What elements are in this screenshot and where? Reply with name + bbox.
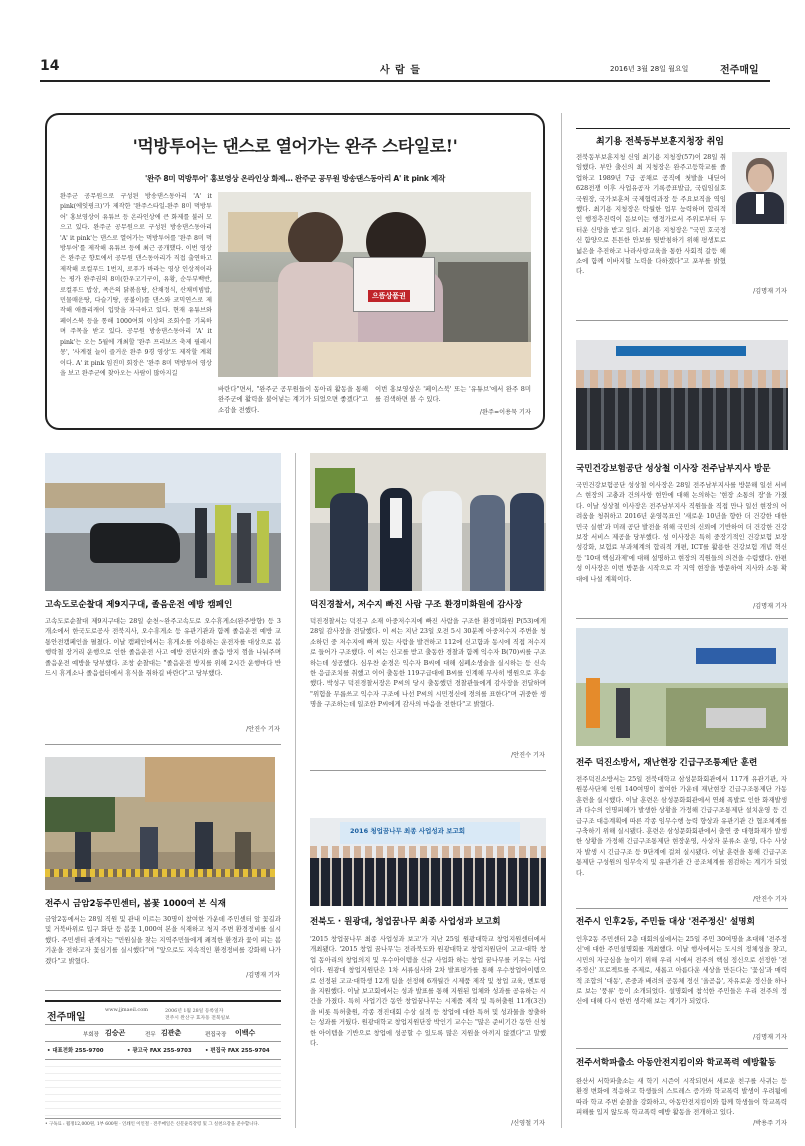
president-name: 김관춘: [161, 1029, 182, 1037]
edit-fax: • 편집국 FAX 255-9704: [205, 1048, 270, 1054]
gift-certificate-label: 으뜸상품권: [368, 290, 410, 302]
seohak-byline: /박용주 기자: [753, 1120, 787, 1127]
section-divider: [45, 990, 281, 991]
editor-label: 편집국장: [205, 1032, 227, 1038]
section-divider: [310, 770, 546, 771]
feature-right-text-1: 바란다"면서, "완주군 공무원들이 동아리 활동을 통해 완주군에 활력을 불어넣는 계기가 되었으면 좋겠다"고 소감을 전했다.: [218, 385, 368, 414]
inhu-byline: /김명재 기자: [753, 1034, 787, 1041]
section-divider: [45, 744, 281, 745]
section-name: 사 람 들: [380, 65, 421, 76]
geumam-photo: [45, 757, 275, 890]
inhu-title: 전주시 인후2동, 주민들 대상 '전주정신' 설명회: [576, 917, 755, 927]
feature-subtitle: '완주 8미 먹방투어' 홍보영상 온라인상 화제… 완주군 공무원 방송댄스동아리 A' it pink 제작: [144, 174, 446, 183]
nhis-title: 국민건강보험공단 성상철 이사장 전주남부지사 방문: [576, 464, 771, 474]
geumam-byline: /김명재 기자: [246, 972, 280, 979]
issue-date: 2016년 3월 28일 월요일: [610, 65, 689, 73]
feature-title: '먹방투어는 댄스로 열어가는 완주 스타일로!': [132, 137, 458, 157]
feature-left-text: 완주군 공무원으로 구성된 방송댄스동아리 'A' it pink(에잇핑크)'가 제작한 '완주스타일-완주 8미 먹방투어' 홍보영상이 유튜브 등 온라인상에 큰 화제를 불러 모으고 있다. 완주군 공무원으로 구성된 방송댄스동아리 'A' it pink'는 댄스로 열어가는 먹방투어를 '완주 8미 먹방투어'를 제작해 유튜브 등에 최근 공개했다. 이번 영상은 완주군 향토에서 공무원 댄스동아리가 직접 출연하고 제작해 로컬푸드 1번지, 로푸가 바라는 영상 인상적이라는 평가 완주권의 8미(한우고기구이, 유황, 순두부백반, 로컬푸드 밥상, 족은의 닭볶음탕, 산채정식, 산채비빔밥, 민물매운탕, 다슬기탕, 콩불이)를 댄스와 코믹연스로 제작해 애플리캐이 입맛을 자극하고 있다. 현재 유튜브와 페이스북 등을 통해 1000여회 이상의 조회수를 기록하며 주목을 받고 있다. 공무원 방송댄스동아리 'A' it pink'는 오는 5월에 개최할 '완주 프리보즈 축제 필레시몽', '사계절 늘이 즐거운 완주 9경 영상'도 제작할 계획이다. A' it pink 임진미 회장은 '완주 8미 먹방투어 영상을 보고 완주군에 찾아오는 사람이 많아지길: [60, 193, 212, 377]
section-divider: [576, 320, 788, 321]
column-divider: [561, 113, 562, 1128]
ad-fax: • 광고국 FAX 255-9703: [127, 1048, 192, 1054]
profile-byline: /김명재 기자: [753, 288, 787, 295]
paper-name: 전주매일: [720, 65, 759, 76]
highway-title: 고속도로순찰대 제9지구대, 졸음운전 예방 캠페인: [45, 600, 233, 610]
wonkwang-text: '2015 창업꿈나무 최종 사업성과 보고'가 지난 25일 원광대학교 창업지원센터에서 개최됐다. '2015 창업 꿈나무'는 전라북도와 원광대학교 창업지원단이 고교·대학 창업 동아리의 창업의지 및 우수아이템을 신규 사업화 하는 창업 꿈나무를 키우는 사업이다. 원광대 창업지원단은 1차 서류심사와 2차 발표평가를 통해 우수창업아이템으로 선정된 고교·대학생 12개 팀을 선정해 6개월간 시제품 제작 및 창업 교육, 멘토링을 지원했다. 이날 보고회에서는 성과 발표를 통해 지원된 업체와 성과를 공유하는 시간을 가졌다. 특히 사업기간 동안 창업꿈나무는 시제품 제작 및 특허출원 11개(3건)을 비롯 특허출원, 각종 경진대회 수상 실적 등 창업에 대한 특허 및 성과물을 창출하는 성과를 거뒀다. 원광대학교 창업지원단장 박인기 교수는 "많은 준비기간 동안 신청한 아이템을 기반으로 창업에 성공할 수 있도록 많은 지원을 아끼지 않겠다"고 말했다.: [310, 935, 546, 1048]
profile-portrait: [732, 152, 787, 224]
nhis-byline: /김명재 기자: [753, 603, 787, 610]
fire-byline: /안진수 기자: [753, 896, 787, 903]
column-divider: [295, 453, 296, 1128]
wonkwang-title: 전북도 · 원광대, 청업꿈나무 최종 사업성과 보고회: [310, 917, 501, 927]
page-number: 14: [40, 58, 60, 74]
geumam-title: 전주시 금암2동주민센터, 봄꽃 1000여 본 식재: [45, 899, 226, 909]
seohak-title: 전주서학파출소 아동안전지킴이와 학교폭력 예방활동: [576, 1058, 776, 1068]
deokjin-text: 덕진경찰서는 덕진구 소재 아중저수지에 빠진 사람을 구조한 환경미화원 P(53)에게 28일 감사장을 전달했다. 이 씨는 지난 23일 오전 5시 30분께 아중저수지 주변을 청소하던 중 저수지에 빠져 있는 사람을 발견하고 112에 신고함과 동시에 직접 저수지로 들어가 구조했다. 이 씨는 신고를 받고 출동한 경찰과 함께 익수자 B(70)씨를 구조하는데 성공했다. 심우찬 순경은 익수자 B씨에 대해 심폐소생술을 실시하는 등 신속한 응급조치를 취했고 이어 출동한 119구급대에 B씨를 인계해 무사히 병원으로 후송했다. 박성구 덕진경찰서장은 P씨의 당시 출동했던 경찰관들에게 감사장을 전달하며 "위험을 무릅쓰고 익수자 구조에 나선 P씨의 시민정신에 경의를 표한다"며 귀중한 생명을 구조하는데 일조한 P씨에게 감사의 마음을 전한다"고 밝혔다.: [310, 617, 546, 709]
nhis-group-photo: [576, 340, 788, 450]
masthead-reg: 2006년 1월 28일 등록일자: [165, 1009, 224, 1014]
feature-byline: /완주=이용묵 기자: [479, 409, 531, 416]
wonkwang-byline: /신영철 기자: [511, 1120, 545, 1127]
highway-text: 고속도로순찰대 제9지구대는 28일 순천∼완주고속도로 오수휴게소(완주방향) 등 3개소에서 한국도로공사 전북지사, 오수휴게소 등 유관기관과 함께 졸음운전 예방 교통안전캠페인을 펼쳤다. 이날 캠페인에서는 휴게소를 이용하는 운전자를 대상으로 봄 행락철 장거리 운행으로 인한 졸음운전 사고 예방 전단지와 졸음 방지 껌을 나눠주며 졸음운전 예방을 당부했다. 조창 순찰대는 "졸음운전 방지를 위해 2시간 운행마다 반드시 휴게소나 졸음쉼터에서 휴식을 취하길 바란다"고 당부했다.: [45, 617, 281, 678]
deokjin-photo: [310, 453, 546, 591]
masthead-directory: [45, 1059, 281, 1119]
nhis-text: 국민건강보험공단 성상철 이사장은 28일 전주남부지사를 방문해 일선 서비스 현장의 고충과 건의사항 현안에 대해 논의하는 '현장 소통의 장'을 가졌다. 이날 성상철 이사장은 전주남부지사 직원들을 직접 만나 일선 현장의 어려움을 청취하고 2016년 운영목표인 '새로운 10년을 향한 더 건강한 대한민국 실현'과 미래 공단 발전을 위해 국민의 신뢰에 기반하여 더 건강한 건강보장 서비스 제공을 당부했다. 성 이사장은 특히 중장기적인 건강보험 보장성강화, 보험료 부과체계의 합리적 개편, ICT를 활용한 건강보험 개념 혁신 등 '10대 핵심과제'에 대해 설명하고 현장의 직원들의 의견을 수렴했다. 한편 성 이사장은 이번 방문을 시작으로 각 지역 현장을 방문하여 지사와 소통 확대에 나설 계획이다.: [576, 481, 787, 583]
geumam-text: 금암2동에서는 28일 직원 및 관내 이르는 30명이 참여한 가운데 주민센터 앞 꽃길과 및 거북바위로 입구 화단 등 봄꽃 1,000여 본을 식재하고 청지 주변 환경정비를 실시했다. 주민센터 관계자는 "민원실을 찾는 지역주민들에게 쾌적한 환경과 꽃이 피는 봄기운을 전하고자 꽃심기를 실시했다"며 "앞으로도 지속적인 환경정비를 강화해 나가겠다"고 밝혔다.: [45, 915, 281, 965]
wonkwang-photo: [310, 818, 546, 906]
section-divider: [576, 1048, 788, 1049]
masthead-box: [45, 1000, 281, 1128]
highway-photo: [45, 453, 281, 591]
section-divider: [576, 618, 788, 619]
profile-text: 전북동부보훈지청 신임 최기용 지청장(57)이 28일 취임했다. 부안 출신의 최 지청장은 완주고등학교를 졸업하고 1989년 7급 공채로 공직에 첫발을 내딛어 628전쟁 이후 사업유공자 기록증표발급, 국립임실호국원장, 국가보훈처 국제협력과장 등 주요보직을 역임했다. 최기용 지청장은 탁월한 업무 능력하며 합리적인 행정추진력이 돋보이는 행정가로서 주위로부터 두터운 신망을 받고 있다. 최기용 지청장은 "국민 호국정신 함양으로 튼튼한 안보를 뒷받침하기 위해 평생토로 넓은을 추진하고 나라사랑교육을 통한 사회적 갈등 해소에 함께 이바지할 노력을 다하겠다"고 포부를 밝혔다.: [576, 153, 726, 276]
deokjin-title: 덕진경찰서, 저수지 빠진 사람 구조 환경미화원에 감사장: [310, 600, 523, 610]
editor-name: 이백수: [235, 1029, 256, 1037]
wonkwang-banner: 2016 청업꿈나무 최종 사업성과 보고회: [350, 827, 466, 835]
masthead-footer: • 구독료 : 월정12,000원, 1부 600원 · 인쇄인 이인철 · 전주매일은 신문윤리강령 및 그 실천요강을 준수합니다.: [45, 1122, 260, 1127]
highway-byline: /안진수 기자: [246, 726, 280, 733]
page-header: [40, 58, 770, 78]
fire-drill-photo: [576, 628, 788, 746]
masthead-url: www.jjmaeil.com: [105, 1007, 148, 1013]
profile-title: 최기용 전북동부보훈지청장 취임: [596, 137, 724, 147]
seohak-text: 완산서 서학파출소는 새 학기 시즌이 시작되면서 새로운 친구를 사귀는 등 환경 변화에 적응하고 학생들의 스트레스 증가와 학교폭력 발생이 우려됨에 따라 학교 주변 순찰을 강화하고, 아동안전지킴이와 함께 학생들이 학교폭력 피해를 입지 않도록 학교폭력 예방 활동을 전개하고 있다.: [576, 1077, 787, 1117]
deokjin-byline: /안진수 기자: [511, 752, 545, 759]
publisher-label: 부회장: [83, 1032, 99, 1038]
publisher-name: 김승곤: [105, 1029, 126, 1037]
fire-title: 전주 덕진소방서, 재난현장 긴급구조통제단 훈련: [576, 758, 758, 768]
rep-phone: • 대표전화 255-9700: [47, 1048, 104, 1054]
masthead-address: 전주시 완산구 효자동 전북일보: [165, 1016, 230, 1021]
section-divider: [576, 908, 788, 909]
fire-text: 전주덕진소방서는 25일 전북대학교 삼성문화회관에서 117개 유관기관, 자원봉사단체 인원 140여명이 참여한 가운데 재난현장 긴급구조통제단 가동훈련을 실시했다. 이날 훈련은 삼성문화회관에서 연쇄 폭발로 인한 화재발생과 다수의 인명피해가 발생한 상황을 가정해 긴급구조통제단 설치운영 등 긴급구조 대응계획에 따른 각종 임무수행 능력 향상과 유관기관 간 협조체계를 구축하기 위해 실시됐다. 훈련은 삼성문화회관에서 출연 중 대형화재가 발생한 상황을 가정해 긴급구조통제단 현장운영, 사상자 분류소 운영, 다수 사상자 발생 시 긴급구조 등 9단계에 걸쳐 실시됐다. 이날 훈련을 통해 긴급구조 통제단 구성원의 임무숙지 및 유관기관 간 공조체계를 점검하는 계기가 되었다.: [576, 775, 787, 877]
profile-text-cont: [576, 228, 787, 284]
inhu-text: 인후2동 주민센터 2층 대회의실에서는 25일 주민 30여명을 초대해 '전주정신'에 대한 주민설명회를 개최했다. 이날 행사에서는 도시의 정체성을 찾고, 시민의 자긍심을 높이기 위해 우리 시에서 전주의 핵심 정신으로 선정한 '전주정신' 프로젝트를 주제로, 새롭고 아름다운 세상을 만든다는 '꽃심'과 매력적 조합의 '대동', 존중과 배려의 공동체 정신 '올곧음', 자유로운 정신을 하나로 보는 '풍류' 등이 소개되었다. 설명회에 참석한 주민들은 우리 전주의 정신에 대해 다시 한번 생각해 보는 계기가 되었다.: [576, 935, 787, 1006]
feature-photo: [218, 192, 531, 377]
masthead-logo: 전주매일: [47, 1012, 86, 1023]
president-label: 전무: [145, 1032, 156, 1038]
feature-right-text-2: 이번 홍보영상은 '페이스북' 또는 '유튜브'에서 완주 8미를 검색하면 볼 수 있다.: [375, 385, 531, 404]
header-rule: [40, 80, 770, 82]
